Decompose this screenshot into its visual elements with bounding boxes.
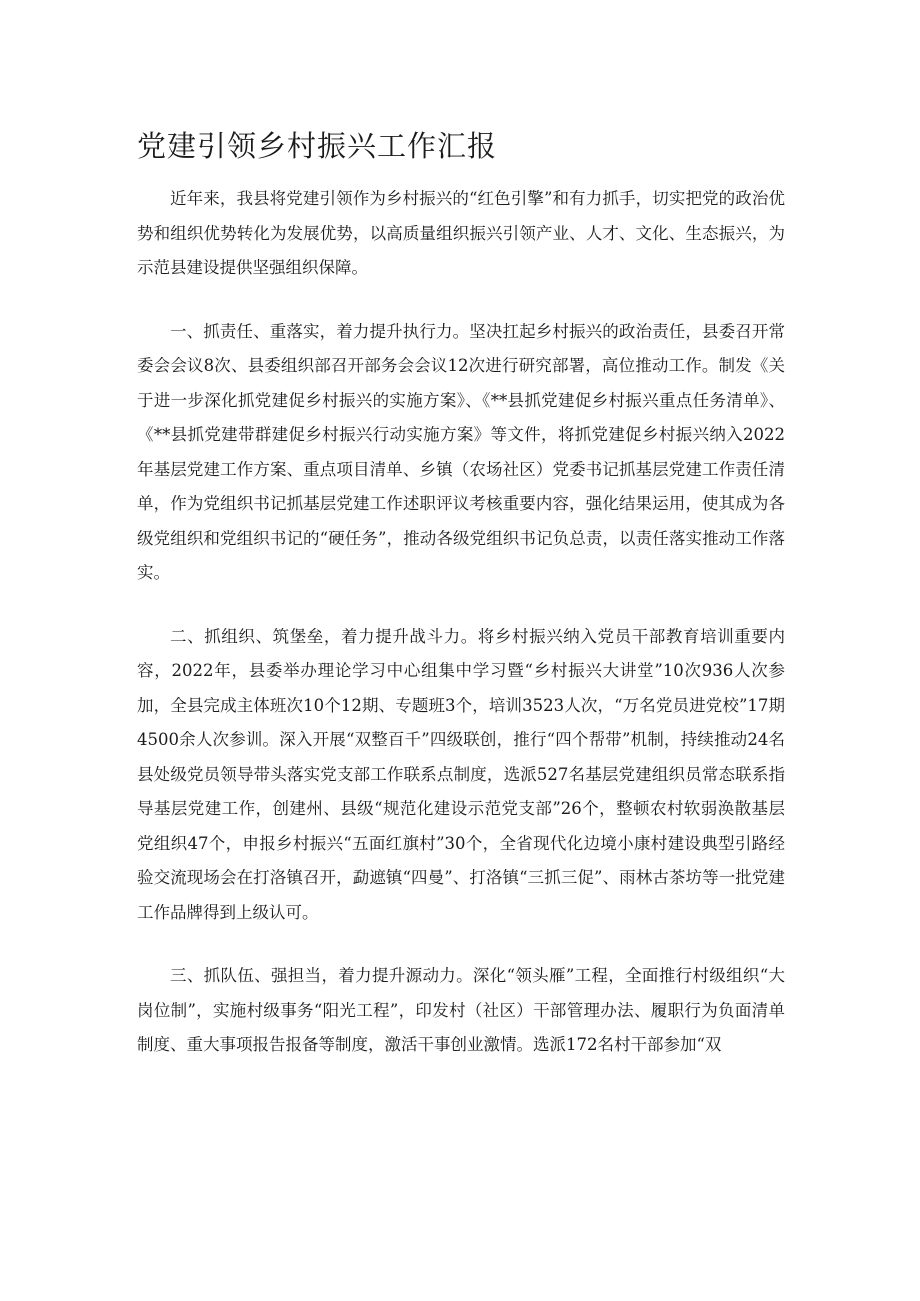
paragraph-organization: 二、抓组织、筑堡垒，着力提升战斗力。将乡村振兴纳入党员干部教育培训重要内容，2022年，县委举办理论学习中心组集中学习暨“乡村振兴大讲堂”10次936人次参加，全县完成主体班次10个12期、专题班3个，培训3523人次，“万名党员进党校”17期4500余人次参训。深入开展“双整百千”四级联创，推行“四个帮带”机制，持续推动24名县处级党员领导带头落实党支部工作联系点制度，选派527名基层党建组织员常态联系指导基层党建工作，创建州、县级“规范化建设示范党支部”26个，整顿农村软弱涣散基层党组织47个，申报乡村振兴“五面红旗村”30个，全省现代化边境小康村建设典型引路经验交流现场会在打洛镇召开，勐遮镇“四曼”、打洛镇“三抓三促”、雨林古茶坊等一批党建工作品牌得到上级认可。 [137,626,785,922]
paragraph-team: 三、抓队伍、强担当，着力提升源动力。深化“领头雁”工程，全面推行村级组织“大岗位制”，实施村级事务“阳光工程”，印发村（社区）干部管理办法、履职行为负面清单制度、重大事项报告报备等制度，激活干事创业激情。选派172名村干部参加“双 [137,966,785,1054]
document-title: 党建引领乡村振兴工作汇报 [137,129,498,163]
paragraph-intro: 近年来，我县将党建引领作为乡村振兴的“红色引擎”和有力抓手，切实把党的政治优势和组织优势转化为发展优势，以高质量组织振兴引领产业、人才、文化、生态振兴，为示范县建设提供坚强组织保障。 [137,189,785,277]
document-body [137,182,785,1092]
paragraph-responsibility: 一、抓责任、重落实，着力提升执行力。坚决扛起乡村振兴的政治责任，县委召开常委会会议8次、县委组织部召开部务会会议12次进行研究部署，高位推动工作。制发《关于进一步深化抓党建促乡村振兴的实施方案》、《**县抓党建促乡村振兴重点任务清单》、《**县抓党建带群建促乡村振兴行动实施方案》等文件，将抓党建促乡村振兴纳入2022年基层党建工作方案、重点项目清单、乡镇（农场社区）党委书记抓基层党建工作责任清单，作为党组织书记抓基层党建工作述职评议考核重要内容，强化结果运用，使其成为各级党组织和党组织书记的“硬任务”，推动各级党组织书记负总责，以责任落实推动工作落实。 [137,321,785,582]
